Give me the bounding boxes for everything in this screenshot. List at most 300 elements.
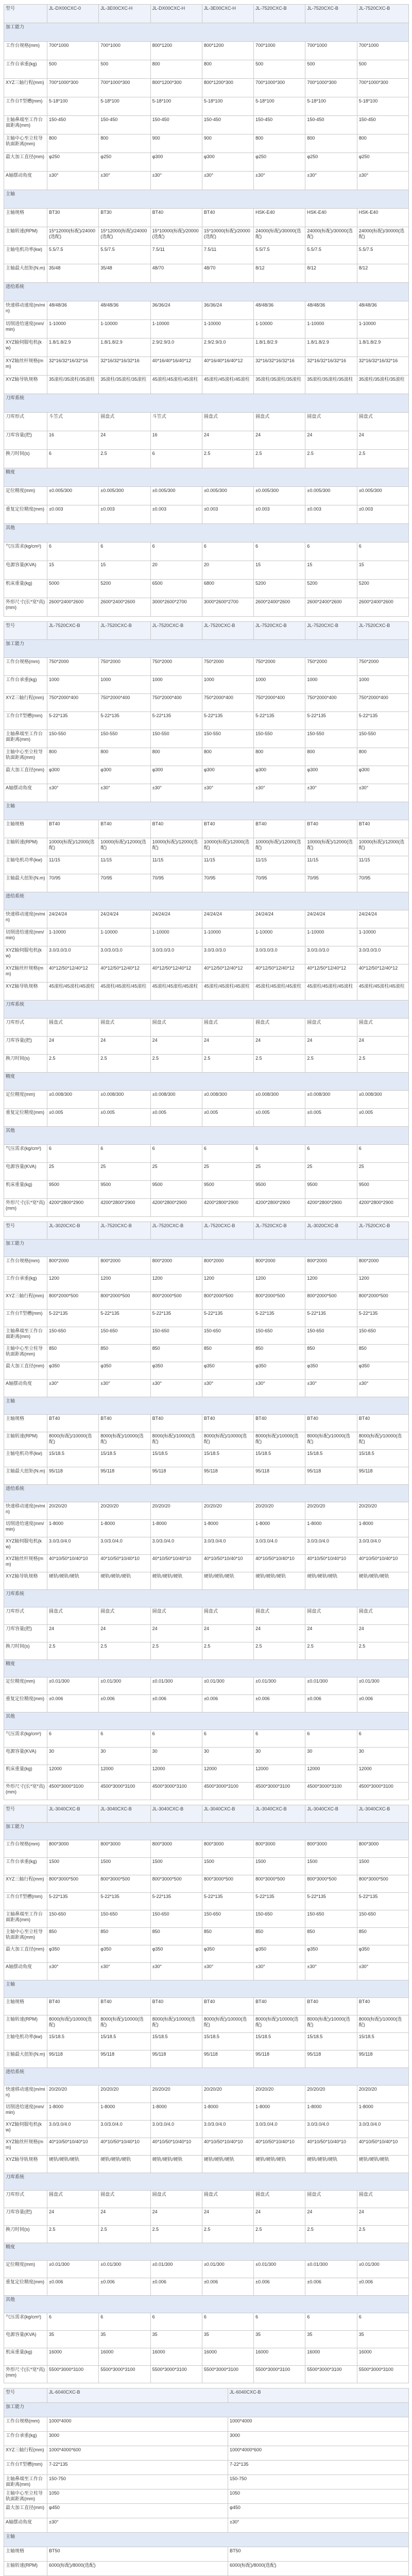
spec-value: 40*12/50*12/40*12: [305, 964, 357, 982]
spec-value: 3.0/3.0/3.0: [254, 946, 305, 964]
spec-value: 800: [305, 134, 357, 153]
spec-value: 24: [357, 431, 408, 450]
spec-value: 6000(标配)/8000(选配): [228, 2562, 409, 2576]
spec-value: 6: [305, 1145, 357, 1163]
spec-value: 15*10000(标配)/20000(选配): [202, 227, 253, 246]
spec-value: 45滚柱/45滚柱/45滚柱: [202, 982, 253, 1001]
spec-value: 500: [254, 60, 305, 79]
spec-value: 70/95: [202, 874, 253, 892]
spec-value: φ350: [47, 1362, 99, 1380]
spec-value: 2.5: [254, 1055, 305, 1073]
spec-value: φ350: [305, 1945, 357, 1963]
spec-value: 20/20/20: [202, 1502, 253, 1520]
spec-value: 5-22*135: [47, 712, 99, 730]
spec-value: 1-8000: [254, 1520, 305, 1537]
spec-value: 2.5: [202, 2226, 253, 2243]
spec-value: 45滚柱/45滚柱/45滚柱: [202, 376, 253, 394]
spec-label: XYZ轴导轨规格: [4, 376, 47, 394]
spec-value: 35: [99, 2331, 150, 2348]
spec-value: 25: [47, 1163, 99, 1181]
spec-label: 工作台T型槽(mm): [4, 712, 47, 730]
spec-value: 7.5/11: [150, 246, 202, 264]
table-row: [4, 450, 409, 468]
spec-value: BT40: [47, 1998, 99, 2015]
spec-value: 1-10000: [357, 928, 408, 946]
spec-value: 95/118: [254, 2050, 305, 2068]
spec-value: 1500: [47, 1858, 99, 1875]
spec-value: 2.5: [305, 2226, 357, 2243]
spec-label: 最大加工直径(mm): [4, 766, 47, 784]
spec-value: 硬轨/硬轨/硬轨: [357, 2156, 408, 2173]
spec-label: 机床重量(kg): [4, 2348, 47, 2366]
spec-value: 24: [254, 431, 305, 450]
section-row: [4, 802, 409, 820]
spec-value: φ350: [150, 1362, 202, 1380]
spec-value: 15/18.5: [305, 2033, 357, 2050]
spec-value: 24: [357, 2208, 408, 2226]
spec-value: 2.5: [47, 1055, 99, 1073]
spec-value: 5-22*135: [202, 1310, 253, 1327]
model-name: JL-3E00CXC-H: [202, 5, 253, 23]
spec-value: 1-8000: [357, 1520, 408, 1537]
spec-label: A轴摆动角度: [4, 784, 47, 802]
table-row: [4, 97, 409, 116]
spec-value: ±0.01/300: [150, 2261, 202, 2278]
section-row: [4, 1590, 409, 1607]
spec-value: 700*1000: [254, 42, 305, 60]
spec-value: 5-22*135: [202, 1893, 253, 1910]
section-title: 精度: [4, 2243, 409, 2261]
spec-value: 750*2000: [305, 658, 357, 676]
spec-value: 20/20/20: [305, 2086, 357, 2103]
spec-table: [4, 621, 409, 1217]
spec-value: 5-18*100: [99, 97, 150, 116]
spec-value: 150-450: [99, 116, 150, 134]
table-row: [4, 172, 409, 190]
spec-value: ±0.01/300: [202, 1677, 253, 1695]
spec-value: ±30°: [47, 172, 99, 190]
model-name: JL-7520CXC-B: [47, 622, 99, 640]
spec-value: 圆盘式: [254, 1019, 305, 1037]
spec-label: 主轴电机功率(kw): [4, 1450, 47, 1467]
table-row: [4, 946, 409, 964]
spec-value: 30: [305, 1748, 357, 1765]
spec-value: ±30°: [150, 1380, 202, 1397]
table-row: [4, 1415, 409, 1432]
spec-value: 800*1200: [202, 42, 253, 60]
section-title: 进给系统: [4, 892, 409, 910]
section-title: 进给系统: [4, 283, 409, 301]
spec-value: 4200*2800*2900: [47, 1199, 99, 1217]
table-row: [4, 209, 409, 227]
spec-value: 700*1000*300: [254, 79, 305, 97]
spec-value: 1-10000: [47, 320, 99, 338]
spec-label: XYZ三轴行程(mm): [4, 1875, 47, 1893]
table-row: [4, 1181, 409, 1199]
spec-value: 5500*3000*3100: [357, 2366, 408, 2383]
spec-value: 1500: [150, 1858, 202, 1875]
spec-label: 最大加工直径(mm): [4, 153, 47, 172]
spec-value: 24: [305, 431, 357, 450]
spec-value: 2.5: [305, 450, 357, 468]
spec-value: 1000: [47, 676, 99, 694]
spec-value: 1.8/1.8/2.9: [99, 338, 150, 357]
table-row: [4, 1730, 409, 1748]
section-title: 进给系统: [4, 1485, 409, 1502]
spec-value: 3.0/3.0/4.0: [305, 2121, 357, 2138]
spec-value: 5.5/7.5: [99, 246, 150, 264]
spec-value: HSK-E40: [254, 209, 305, 227]
spec-value: 4500*3000*3100: [254, 1783, 305, 1800]
spec-value: 800*2000*500: [47, 1292, 99, 1310]
spec-label: 气压需求(kg/cm²): [4, 543, 47, 561]
spec-value: 35滚柱/35滚柱/35滚柱: [357, 376, 408, 394]
section-title: 精度: [4, 468, 409, 487]
table-row: [4, 694, 409, 712]
spec-value: 500: [357, 60, 408, 79]
spec-value: 1.8/1.8/2.9: [357, 338, 408, 357]
spec-value: 150-650: [357, 1910, 408, 1928]
spec-value: 35滚柱/35滚柱/35滚柱: [254, 376, 305, 394]
spec-value: 15/18.5: [357, 1450, 408, 1467]
spec-value: 5-18*100: [150, 97, 202, 116]
spec-value: 圆盘式: [357, 1607, 408, 1625]
spec-value: 800*2000: [150, 1257, 202, 1275]
spec-value: 70/95: [99, 874, 150, 892]
spec-value: ±0.006: [202, 1695, 253, 1713]
spec-label: 主轴中心至立柱导轨面距离(mm): [4, 748, 47, 766]
spec-label: 快速移动速度(m/min): [4, 910, 47, 928]
spec-value: 斗笠式: [150, 413, 202, 431]
spec-label: 工作台T型槽(mm): [4, 2461, 47, 2475]
spec-value: 150-450: [305, 116, 357, 134]
spec-label: XYZ三轴行程(mm): [4, 79, 47, 97]
spec-value: 700*1000: [305, 42, 357, 60]
spec-value: 1000*4000: [228, 2417, 409, 2432]
spec-value: 6: [47, 1145, 99, 1163]
spec-value: 4200*2800*2900: [254, 1199, 305, 1217]
spec-value: 12000: [150, 1765, 202, 1783]
spec-value: 15*12000(标配)/24000(选配): [47, 227, 99, 246]
table-row: [4, 2475, 409, 2489]
spec-value: 16000: [47, 2348, 99, 2366]
spec-value: 850: [305, 1928, 357, 1945]
spec-value: 1200: [99, 1275, 150, 1292]
spec-value: 25: [202, 1163, 253, 1181]
spec-value: 40*10/50*10/40*10: [254, 2138, 305, 2156]
spec-value: 2.5: [47, 2226, 99, 2243]
spec-value: 30: [357, 1748, 408, 1765]
table-row: [4, 2086, 409, 2103]
spec-value: 500: [305, 60, 357, 79]
spec-value: ±0.006: [254, 1695, 305, 1713]
spec-value: 2600*2400*2600: [254, 598, 305, 617]
table-row: [4, 1362, 409, 1380]
table-row: [4, 2191, 409, 2208]
spec-value: 24: [99, 1037, 150, 1055]
table-row: [4, 2504, 409, 2518]
spec-value: 8000(标配)/10000(选配): [202, 2015, 253, 2033]
table-row: [4, 1275, 409, 1292]
table-row: [4, 376, 409, 394]
spec-value: 24000(标配)/30000(选配): [254, 227, 305, 246]
table-row: [4, 1858, 409, 1875]
spec-value: ±30°: [150, 1963, 202, 1980]
spec-value: 6: [150, 1730, 202, 1748]
spec-label: 主轴电机功率(kw): [4, 246, 47, 264]
spec-value: φ300: [150, 153, 202, 172]
spec-value: 5-22*135: [254, 1310, 305, 1327]
spec-value: 24: [202, 2208, 253, 2226]
spec-value: ±30°: [99, 1380, 150, 1397]
spec-value: 800*3000*500: [99, 1875, 150, 1893]
spec-value: ±0.01/300: [254, 1677, 305, 1695]
spec-label: XYZ轴导轨规格: [4, 982, 47, 1001]
spec-value: 40*10/50*10/40*10: [47, 2138, 99, 2156]
table-row: [4, 1467, 409, 1485]
spec-label: 主轴鼻端至工作台面距离(mm): [4, 2475, 47, 2489]
spec-value: 3.0/3.0/4.0: [99, 2121, 150, 2138]
spec-value: 1-8000: [305, 2103, 357, 2121]
spec-value: ±30°: [357, 172, 408, 190]
spec-value: 700*1000: [99, 42, 150, 60]
spec-value: 24: [202, 1625, 253, 1642]
header-label: 型号: [4, 1805, 47, 1823]
spec-value: 150-750: [228, 2475, 409, 2489]
model-name: JL-7520CXC-B: [357, 622, 408, 640]
spec-value: 硬轨/硬轨/硬轨: [305, 1572, 357, 1590]
spec-value: ±30°: [47, 784, 99, 802]
spec-value: 900: [150, 134, 202, 153]
spec-value: φ300: [254, 766, 305, 784]
spec-label: 刀库形式: [4, 2191, 47, 2208]
spec-value: 12000: [357, 1765, 408, 1783]
spec-value: 5200: [357, 580, 408, 598]
spec-value: 5500*3000*3100: [47, 2366, 99, 2383]
spec-value: ±0.008/300: [99, 1091, 150, 1109]
spec-value: 15: [254, 561, 305, 580]
table-header-row: [4, 622, 409, 640]
spec-value: 150-550: [254, 730, 305, 748]
spec-value: φ300: [47, 766, 99, 784]
spec-value: ±30°: [150, 784, 202, 802]
spec-value: 2.5: [99, 450, 150, 468]
spec-value: 1500: [305, 1858, 357, 1875]
spec-value: 24: [99, 1625, 150, 1642]
spec-value: 圆盘式: [254, 1607, 305, 1625]
spec-value: 圆盘式: [202, 1607, 253, 1625]
spec-value: ±0.006: [47, 1695, 99, 1713]
spec-value: 8000(标配)/10000(选配): [254, 2015, 305, 2033]
spec-value: 750*2000*400: [357, 694, 408, 712]
spec-value: 1-10000: [150, 320, 202, 338]
spec-label: 工作台T型槽(mm): [4, 1893, 47, 1910]
spec-value: 5-22*135: [357, 712, 408, 730]
spec-value: 45滚柱/45滚柱/45滚柱: [99, 982, 150, 1001]
section-title: 其他: [4, 2296, 409, 2313]
table-row: [4, 42, 409, 60]
spec-value: 150-650: [47, 1910, 99, 1928]
section-row: [4, 1980, 409, 1998]
spec-value: 15/18.5: [47, 1450, 99, 1467]
spec-value: 750*2000*400: [254, 694, 305, 712]
spec-value: BT40: [357, 1415, 408, 1432]
spec-value: 850: [254, 1928, 305, 1945]
spec-value: 45滚柱/45滚柱/45滚柱: [150, 376, 202, 394]
spec-value: ±0.005/300: [357, 487, 408, 505]
spec-value: 24: [150, 2208, 202, 2226]
spec-value: 5-22*135: [254, 712, 305, 730]
spec-value: 95/118: [357, 1467, 408, 1485]
spec-value: 15/18.5: [305, 1450, 357, 1467]
spec-value: HSK-E40: [305, 209, 357, 227]
spec-label: 切削进给速度(mm/min): [4, 320, 47, 338]
spec-label: 气压需求(kg/cm²): [4, 1145, 47, 1163]
spec-value: 95/118: [150, 1467, 202, 1485]
spec-label: 工作台规格(mm): [4, 658, 47, 676]
spec-label: 主轴中心至立柱导轨面距离(mm): [4, 134, 47, 153]
table-row: [4, 227, 409, 246]
spec-label: 刀库形式: [4, 1019, 47, 1037]
spec-value: 700*1000*300: [47, 79, 99, 97]
spec-value: 16: [150, 431, 202, 450]
spec-value: 24: [150, 1037, 202, 1055]
spec-label: 刀库形式: [4, 1607, 47, 1625]
table-row: [4, 766, 409, 784]
spec-value: 7.5/11: [202, 246, 253, 264]
spec-value: φ450: [47, 2504, 228, 2518]
spec-value: 硬轨/硬轨/硬轨: [150, 2156, 202, 2173]
spec-value: 95/118: [150, 2050, 202, 2068]
spec-value: BT30: [99, 209, 150, 227]
spec-value: 800*3000*500: [47, 1875, 99, 1893]
spec-value: 24: [150, 1625, 202, 1642]
section-title: 主轴: [4, 2533, 409, 2547]
spec-value: HSK-E40: [357, 209, 408, 227]
spec-label: 主轴鼻端至工作台面距离(mm): [4, 1910, 47, 1928]
spec-value: BT40: [202, 209, 253, 227]
spec-value: 1000: [305, 676, 357, 694]
spec-value: 5.5/7.5: [305, 246, 357, 264]
spec-value: 3.0/3.0/4.0: [150, 2121, 202, 2138]
spec-value: 2.5: [254, 1642, 305, 1660]
table-header-row: [4, 1805, 409, 1823]
section-row: [4, 2068, 409, 2086]
spec-value: 硬轨/硬轨/硬轨: [47, 2156, 99, 2173]
spec-value: BT40: [305, 1998, 357, 2015]
spec-value: 15/18.5: [99, 1450, 150, 1467]
spec-value: 5.5/7.5: [254, 246, 305, 264]
spec-value: 95/118: [305, 1467, 357, 1485]
spec-value: 800: [254, 748, 305, 766]
spec-value: 4200*2800*2900: [305, 1199, 357, 1217]
spec-value: 24/24/24: [357, 910, 408, 928]
spec-value: φ250: [254, 153, 305, 172]
table-row: [4, 910, 409, 928]
spec-value: 圆盘式: [254, 413, 305, 431]
section-row: [4, 892, 409, 910]
table-row: [4, 1019, 409, 1037]
spec-value: ±0.008/300: [305, 1091, 357, 1109]
spec-value: 8000(标配)/10000(选配): [150, 1432, 202, 1450]
table-row: [4, 1109, 409, 1127]
spec-value: φ300: [99, 766, 150, 784]
spec-value: 800*2000*500: [202, 1292, 253, 1310]
spec-value: 10000(标配)/12000(选配): [202, 838, 253, 856]
spec-value: 9500: [150, 1181, 202, 1199]
spec-value: 750*2000*400: [150, 694, 202, 712]
spec-value: 1200: [254, 1275, 305, 1292]
spec-value: 40*10/50*10/40*10: [305, 2138, 357, 2156]
spec-value: 圆盘式: [99, 1607, 150, 1625]
spec-value: 4500*3000*3100: [150, 1783, 202, 1800]
spec-value: 5-22*135: [99, 1310, 150, 1327]
table-row: [4, 413, 409, 431]
spec-value: 5-22*135: [47, 1310, 99, 1327]
spec-value: 圆盘式: [357, 2191, 408, 2208]
spec-label: 主轴鼻端至工作台面距离(mm): [4, 730, 47, 748]
spec-value: 2.5: [254, 450, 305, 468]
spec-value: 25: [150, 1163, 202, 1181]
spec-value: 20/20/20: [99, 1502, 150, 1520]
model-name: JL-7520CXC-B: [254, 1222, 305, 1240]
spec-value: 800*2000*500: [254, 1292, 305, 1310]
spec-value: 5-18*100: [357, 97, 408, 116]
spec-value: 35: [47, 2331, 99, 2348]
spec-value: 45滚柱/45滚柱/45滚柱: [150, 982, 202, 1001]
spec-label: 最大加工直径(mm): [4, 1362, 47, 1380]
spec-value: ±0.003: [357, 505, 408, 524]
spec-table: [4, 2388, 409, 2576]
spec-value: 800*1200*300: [150, 79, 202, 97]
spec-value: 800*3000*500: [150, 1875, 202, 1893]
spec-value: 11/15: [305, 856, 357, 874]
spec-value: 6: [202, 1730, 253, 1748]
spec-value: BT30: [47, 209, 99, 227]
spec-value: 3.0/3.0/4.0: [202, 1537, 253, 1555]
spec-value: 800*2000: [254, 1257, 305, 1275]
spec-value: 11/15: [99, 856, 150, 874]
model-name: JL-7520CXC-B: [357, 1222, 408, 1240]
table-row: [4, 561, 409, 580]
spec-value: ±0.01/300: [305, 1677, 357, 1695]
spec-value: 圆盘式: [305, 1019, 357, 1037]
model-name: JL-3040CXC-B: [99, 1805, 150, 1823]
spec-value: 硬轨/硬轨/硬轨: [357, 1572, 408, 1590]
section-row: [4, 1397, 409, 1415]
spec-value: 15/18.5: [150, 2033, 202, 2050]
spec-value: 150-550: [99, 730, 150, 748]
spec-label: 主轴最大扭矩(N.m): [4, 1467, 47, 1485]
spec-value: 800*1200: [150, 42, 202, 60]
spec-value: 6: [99, 2313, 150, 2331]
spec-value: 35/48: [47, 264, 99, 283]
model-name: JL-3E00CXC-H: [99, 5, 150, 23]
spec-value: 70/95: [305, 874, 357, 892]
spec-value: 2.5: [202, 1642, 253, 1660]
spec-value: 750*2000*400: [305, 694, 357, 712]
spec-value: 6800: [202, 580, 253, 598]
spec-value: 9500: [202, 1181, 253, 1199]
table-row: [4, 1537, 409, 1555]
spec-value: 3.0/3.0/4.0: [254, 2121, 305, 2138]
spec-value: 16000: [99, 2348, 150, 2366]
spec-value: 2.5: [99, 1055, 150, 1073]
spec-value: 6: [305, 2313, 357, 2331]
section-row: [4, 283, 409, 301]
table-row: [4, 2121, 409, 2138]
spec-value: 800*3000: [202, 1840, 253, 1858]
